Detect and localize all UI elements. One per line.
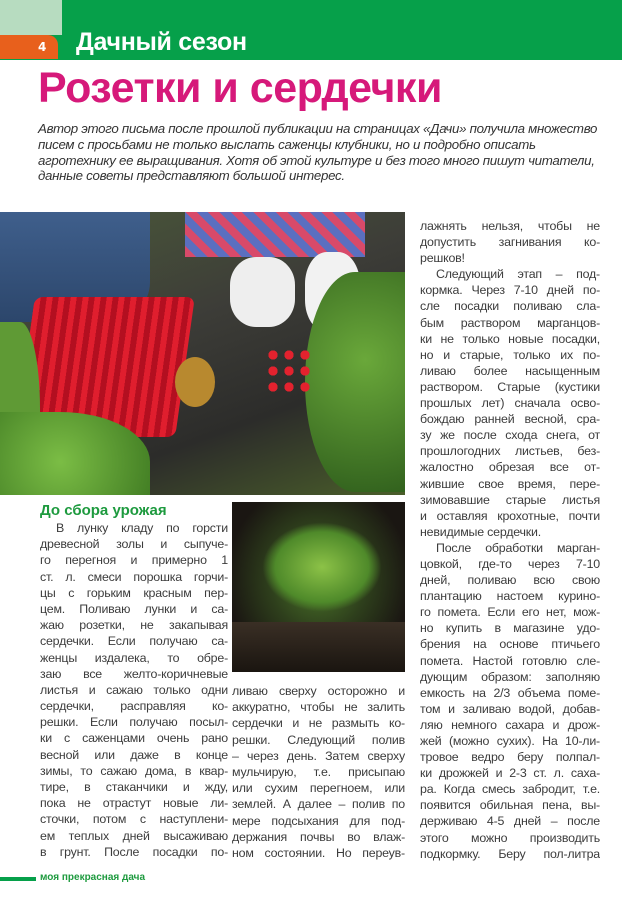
text-line: го помета. Если его нет, мож-	[420, 605, 600, 620]
text-line: жившие свое время, пере-	[420, 476, 600, 491]
text-line: цы с горьким красным пер-	[40, 585, 228, 600]
text-line: раствором. Старые (кустики	[420, 379, 600, 394]
text-line: го перегноя и примерно 1	[40, 553, 228, 568]
text-line: и оставляя крохотные, почти	[420, 508, 600, 523]
column-right	[420, 218, 600, 862]
text-line: дующим образом: заполняю	[420, 669, 600, 684]
text-line: тровое ведро беру полпал-	[420, 750, 600, 765]
text-line: жей (можно сухих). На 10-ли-	[420, 734, 600, 748]
text-line: том и заливаю водой, добав-	[420, 701, 600, 716]
text-line: бождаю ранней весной, сра-	[420, 412, 600, 427]
text-line: ном состоянии. Но переув-	[232, 845, 405, 860]
text-line: мере подсыхания для под-	[232, 813, 405, 828]
text-line: сердечки, расправляя ко-	[40, 699, 228, 714]
text-line: сердечки и не размыть ко-	[232, 716, 405, 731]
text-line: решков!	[420, 251, 465, 266]
header-corner-block	[0, 0, 62, 35]
text-line: емкость на 2/3 объема поме-	[420, 685, 600, 700]
article-intro: Автор этого письма после прошлой публикации на страницах «Дачи» получила множество писем с просьбами не только выслать саженцы клубники, но и подробно описать агротехнику ее выращивания. Хотя об этой культуре и без того много пишут читатели, данные советы представляют большой интерес.	[38, 121, 598, 184]
text-line: ливаю сверху осторожно и	[232, 684, 405, 698]
text-line: Следующий этап – под-	[436, 267, 600, 282]
column-left	[40, 520, 228, 860]
text-line: ляю немного сахара и дрож-	[420, 717, 600, 732]
text-line: В лунку кладу по горсти	[56, 521, 228, 535]
text-line: цовкой, где-то через 7-10	[420, 556, 600, 571]
text-line: кормка. Через 7-10 дней по-	[420, 283, 600, 298]
text-line: плантацию настоем курино-	[420, 589, 600, 604]
column-middle	[232, 683, 405, 861]
strawberries	[265, 347, 315, 392]
text-line: прошлогодних листьев, без-	[420, 444, 600, 459]
text-line: сточки, потом с наступлени-	[40, 812, 228, 827]
text-line: жаю розетки, не закапывая	[40, 618, 228, 633]
text-line: или сухим перегноем, или	[232, 781, 405, 796]
text-line: жалостно обрезая все от-	[420, 460, 600, 475]
page-number: 4	[0, 35, 58, 59]
text-line: невидимые сердечки.	[420, 524, 541, 539]
text-line: бым раствором марганцов-	[420, 315, 600, 330]
text-line: тире, в стаканчики и жду,	[40, 780, 228, 794]
photo-strawberry-harvest	[0, 212, 405, 495]
text-line: ст. л. смеси порошка горчи-	[40, 569, 228, 584]
text-line: ки с саженцами очень рано	[40, 731, 228, 746]
text-line: аккуратно, чтобы не залить	[232, 700, 405, 715]
text-line: цем. Поливаю лунки и са-	[40, 601, 228, 616]
text-line: сле посадки поливаю сла-	[420, 299, 600, 314]
photo-strawberry-seedling	[232, 502, 405, 672]
text-line: заю все желто-коричневые	[40, 666, 228, 681]
text-line: брения на основе птичьего	[420, 637, 600, 652]
shirt-shape	[185, 212, 365, 257]
text-line: допустить загнивания ко-	[420, 235, 600, 250]
text-line: помета. Настой готовлю сле-	[420, 653, 600, 668]
subheading: До сбора урожая	[40, 502, 167, 519]
text-line: но купить в магазине удо-	[420, 621, 600, 636]
text-line: подкормку. Беру пол-литра	[420, 846, 600, 861]
text-line: появится обильная пена, вы-	[420, 798, 600, 813]
text-line: держиваю 4-5 дней – после	[420, 814, 600, 829]
article-title: Розетки и сердечки	[38, 64, 442, 112]
text-line: ки дрожжей и 2-3 ст. л. саха-	[420, 766, 600, 781]
text-line: держания почвы во влаж-	[232, 829, 405, 844]
glove-left	[230, 257, 295, 327]
text-line: решки. Если получаю посыл-	[40, 715, 228, 730]
text-line: лажнять нельзя, чтобы не	[420, 219, 600, 233]
footer-bar	[0, 877, 36, 881]
text-line: в грунт. После посадки по-	[40, 844, 228, 859]
text-line: пока не отрастут новые ли-	[40, 796, 228, 811]
text-line: После обработки марган-	[436, 540, 600, 555]
text-line: дней, поливаю всю свою	[420, 573, 600, 588]
text-line: – через день. Затем сверху	[232, 748, 405, 763]
text-line: ки не только новые посадки,	[420, 331, 600, 346]
text-line: землей. А далее – полив по	[232, 797, 405, 812]
soil-shape	[232, 622, 405, 672]
text-line: листья и сажаю только одни	[40, 682, 228, 697]
text-line: решки. Следующий полив	[232, 732, 405, 747]
text-line: ливаю более насыщенным	[420, 363, 600, 378]
section-title: Дачный сезон	[76, 28, 247, 56]
text-line: мульчирую, т.е. присыпаю	[232, 764, 405, 779]
text-line: этого можно производить	[420, 830, 600, 845]
seedling-leaves	[262, 522, 382, 612]
text-line: прошлых лет) сначала осво-	[420, 396, 600, 411]
text-line: сердечки. Если получаю са-	[40, 634, 228, 649]
text-line: женцы издалека, то обре-	[40, 650, 228, 665]
text-line: но и старые, только их по-	[420, 347, 600, 362]
text-line: ем теплых дней высаживаю	[40, 828, 228, 843]
text-line: древесной золы и сыпуче-	[40, 537, 228, 552]
text-line: зу же после схода снега, от	[420, 428, 600, 443]
straw-mulch	[175, 357, 215, 407]
footer-magazine-name: моя прекрасная дача	[40, 872, 146, 883]
text-line: ра. Когда смесь забродит, т.е.	[420, 782, 600, 797]
leaves-right	[305, 272, 405, 492]
text-line: зимовавшие старые листья	[420, 492, 600, 507]
text-line: зимы, то сажаю дома, в квар-	[40, 763, 228, 778]
text-line: весной или даже в конце	[40, 747, 228, 762]
